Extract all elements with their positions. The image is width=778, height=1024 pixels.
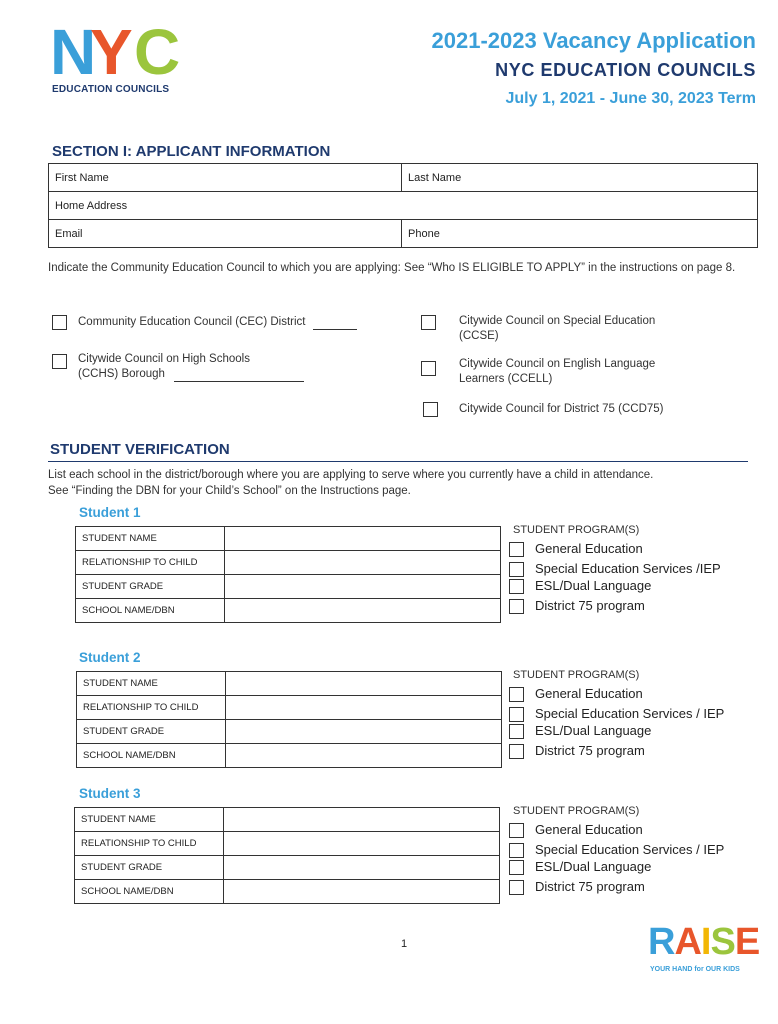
ccse-option	[459, 314, 655, 344]
row-value-field[interactable]	[226, 672, 502, 696]
raise-letter: E	[734, 921, 760, 963]
email-field[interactable]	[49, 220, 402, 248]
row-label: SCHOOL NAME/DBN	[76, 599, 225, 623]
section1-heading: SECTION I: APPLICANT INFORMATION	[52, 143, 331, 160]
row-label: SCHOOL NAME/DBN	[75, 880, 224, 904]
row-label: STUDENT GRADE	[75, 856, 224, 880]
table-row	[77, 672, 502, 696]
table-row	[75, 808, 500, 832]
raise-letter: A	[674, 921, 701, 963]
ccell-label-line1: Citywide Council on English Language	[459, 358, 656, 370]
program-checkbox[interactable]	[509, 542, 524, 557]
logo-subtitle: EDUCATION COUNCILS	[52, 84, 170, 95]
program-checkbox[interactable]	[509, 744, 524, 759]
row-value-field[interactable]	[226, 744, 502, 768]
applicant-info-table	[48, 163, 758, 248]
program-label: General Education	[535, 686, 643, 701]
row-label: RELATIONSHIP TO CHILD	[75, 832, 224, 856]
phone-label: Phone	[408, 227, 440, 240]
cchs-option	[78, 352, 304, 382]
program-checkbox[interactable]	[509, 687, 524, 702]
student-info-table	[74, 807, 500, 904]
row-label: STUDENT GRADE	[77, 720, 226, 744]
program-label: Special Education Services / IEP	[535, 706, 725, 721]
row-value-field[interactable]	[226, 720, 502, 744]
program-heading: STUDENT PROGRAM(S)	[513, 669, 640, 681]
table-row	[77, 696, 502, 720]
table-row	[77, 744, 502, 768]
cec-label: Community Education Council (CEC) District	[78, 316, 306, 328]
program-label: ESL/Dual Language	[535, 578, 652, 593]
first-name-field[interactable]	[49, 164, 402, 192]
program-label: District 75 program	[535, 879, 645, 894]
table-row	[75, 856, 500, 880]
verification-instruction-line1: List each school in the district/borough where you are applying to serve where you currently have a child in attendance.	[48, 469, 654, 481]
cec-district-blank[interactable]	[313, 329, 357, 330]
page-subtitle: NYC EDUCATION COUNCILS	[495, 60, 756, 80]
program-label: ESL/Dual Language	[535, 723, 652, 738]
program-checkbox[interactable]	[509, 599, 524, 614]
program-heading: STUDENT PROGRAM(S)	[513, 805, 640, 817]
program-checkbox[interactable]	[509, 707, 524, 722]
raise-letter: R	[648, 921, 675, 963]
home-address-field[interactable]	[49, 192, 758, 220]
student-info-table	[75, 526, 501, 623]
raise-logo	[648, 921, 760, 982]
ccd75-label: Citywide Council for District 75 (CCD75)	[459, 403, 664, 415]
student-label: Student 1	[79, 505, 141, 520]
cchs-label-line2: (CCHS) Borough	[78, 368, 165, 380]
verification-instruction	[48, 467, 753, 499]
home-address-label: Home Address	[55, 199, 128, 212]
term-dates: July 1, 2021 - June 30, 2023 Term	[505, 90, 756, 107]
ccd75-checkbox[interactable]	[423, 402, 438, 417]
table-row	[77, 720, 502, 744]
ccell-label-line2: Learners (CCELL)	[459, 373, 553, 385]
nyc-education-councils-logo	[50, 16, 181, 102]
program-label: Special Education Services / IEP	[535, 842, 725, 857]
council-instruction: Indicate the Community Education Council to which you are applying: See “Who IS ELIGIBLE TO APPLY” in the instructions on page 8.	[48, 262, 736, 274]
program-heading: STUDENT PROGRAM(S)	[513, 524, 640, 536]
program-label: Special Education Services /IEP	[535, 561, 721, 576]
logo-letter-n: N	[50, 16, 93, 88]
row-label: STUDENT NAME	[75, 808, 224, 832]
table-row	[75, 832, 500, 856]
row-label: RELATIONSHIP TO CHILD	[77, 696, 226, 720]
last-name-field[interactable]	[402, 164, 758, 192]
program-label: ESL/Dual Language	[535, 859, 652, 874]
cchs-checkbox[interactable]	[52, 354, 67, 369]
program-label: General Education	[535, 822, 643, 837]
row-value-field[interactable]	[225, 599, 501, 623]
phone-field[interactable]	[402, 220, 758, 248]
student-label: Student 2	[79, 650, 141, 665]
ccse-label-line2: (CCSE)	[459, 330, 499, 342]
ccell-checkbox[interactable]	[421, 361, 436, 376]
program-checkbox[interactable]	[509, 880, 524, 895]
program-label: District 75 program	[535, 743, 645, 758]
table-row	[76, 599, 501, 623]
row-label: STUDENT NAME	[76, 527, 225, 551]
email-label: Email	[55, 227, 83, 240]
row-value-field[interactable]	[224, 832, 500, 856]
row-value-field[interactable]	[224, 856, 500, 880]
raise-letter: I	[700, 921, 711, 963]
raise-wordmark	[648, 921, 760, 963]
page-number: 1	[401, 938, 408, 950]
cchs-label-line1: Citywide Council on High Schools	[78, 353, 250, 365]
row-label: STUDENT NAME	[77, 672, 226, 696]
program-checkbox[interactable]	[509, 823, 524, 838]
verification-instruction-line2: See “Finding the DBN for your Child’s School” on the Instructions page.	[48, 485, 411, 497]
row-label: SCHOOL NAME/DBN	[77, 744, 226, 768]
row-value-field[interactable]	[224, 808, 500, 832]
ccse-label-line1: Citywide Council on Special Education	[459, 315, 656, 327]
row-value-field[interactable]	[226, 696, 502, 720]
section-divider	[48, 461, 748, 462]
table-row	[76, 575, 501, 599]
raise-letter: S	[710, 921, 735, 963]
row-label: RELATIONSHIP TO CHILD	[76, 551, 225, 575]
cchs-borough-blank[interactable]	[174, 381, 304, 382]
cec-checkbox[interactable]	[52, 315, 67, 330]
page-title: 2021-2023 Vacancy Application	[431, 28, 756, 53]
student-label: Student 3	[79, 786, 141, 801]
program-label: General Education	[535, 541, 643, 556]
program-label: District 75 program	[535, 598, 645, 613]
program-checkbox[interactable]	[509, 860, 524, 875]
ccse-checkbox[interactable]	[421, 315, 436, 330]
logo-letter-c: C	[134, 16, 181, 88]
last-name-label: Last Name	[408, 171, 462, 184]
cec-option	[78, 315, 357, 330]
student-verification-heading: STUDENT VERIFICATION	[50, 441, 230, 458]
ccell-option	[459, 357, 655, 387]
raise-tagline: YOUR HAND for OUR KIDS	[650, 966, 740, 973]
logo-letter-y: Y	[90, 16, 133, 88]
program-checkbox[interactable]	[509, 724, 524, 739]
program-checkbox[interactable]	[509, 579, 524, 594]
row-value-field[interactable]	[225, 575, 501, 599]
row-value-field[interactable]	[225, 527, 501, 551]
table-row	[76, 551, 501, 575]
table-row	[76, 527, 501, 551]
row-label: STUDENT GRADE	[76, 575, 225, 599]
first-name-label: First Name	[55, 171, 109, 184]
row-value-field[interactable]	[225, 551, 501, 575]
student-info-table	[76, 671, 502, 768]
program-checkbox[interactable]	[509, 843, 524, 858]
program-checkbox[interactable]	[509, 562, 524, 577]
table-row	[75, 880, 500, 904]
row-value-field[interactable]	[224, 880, 500, 904]
